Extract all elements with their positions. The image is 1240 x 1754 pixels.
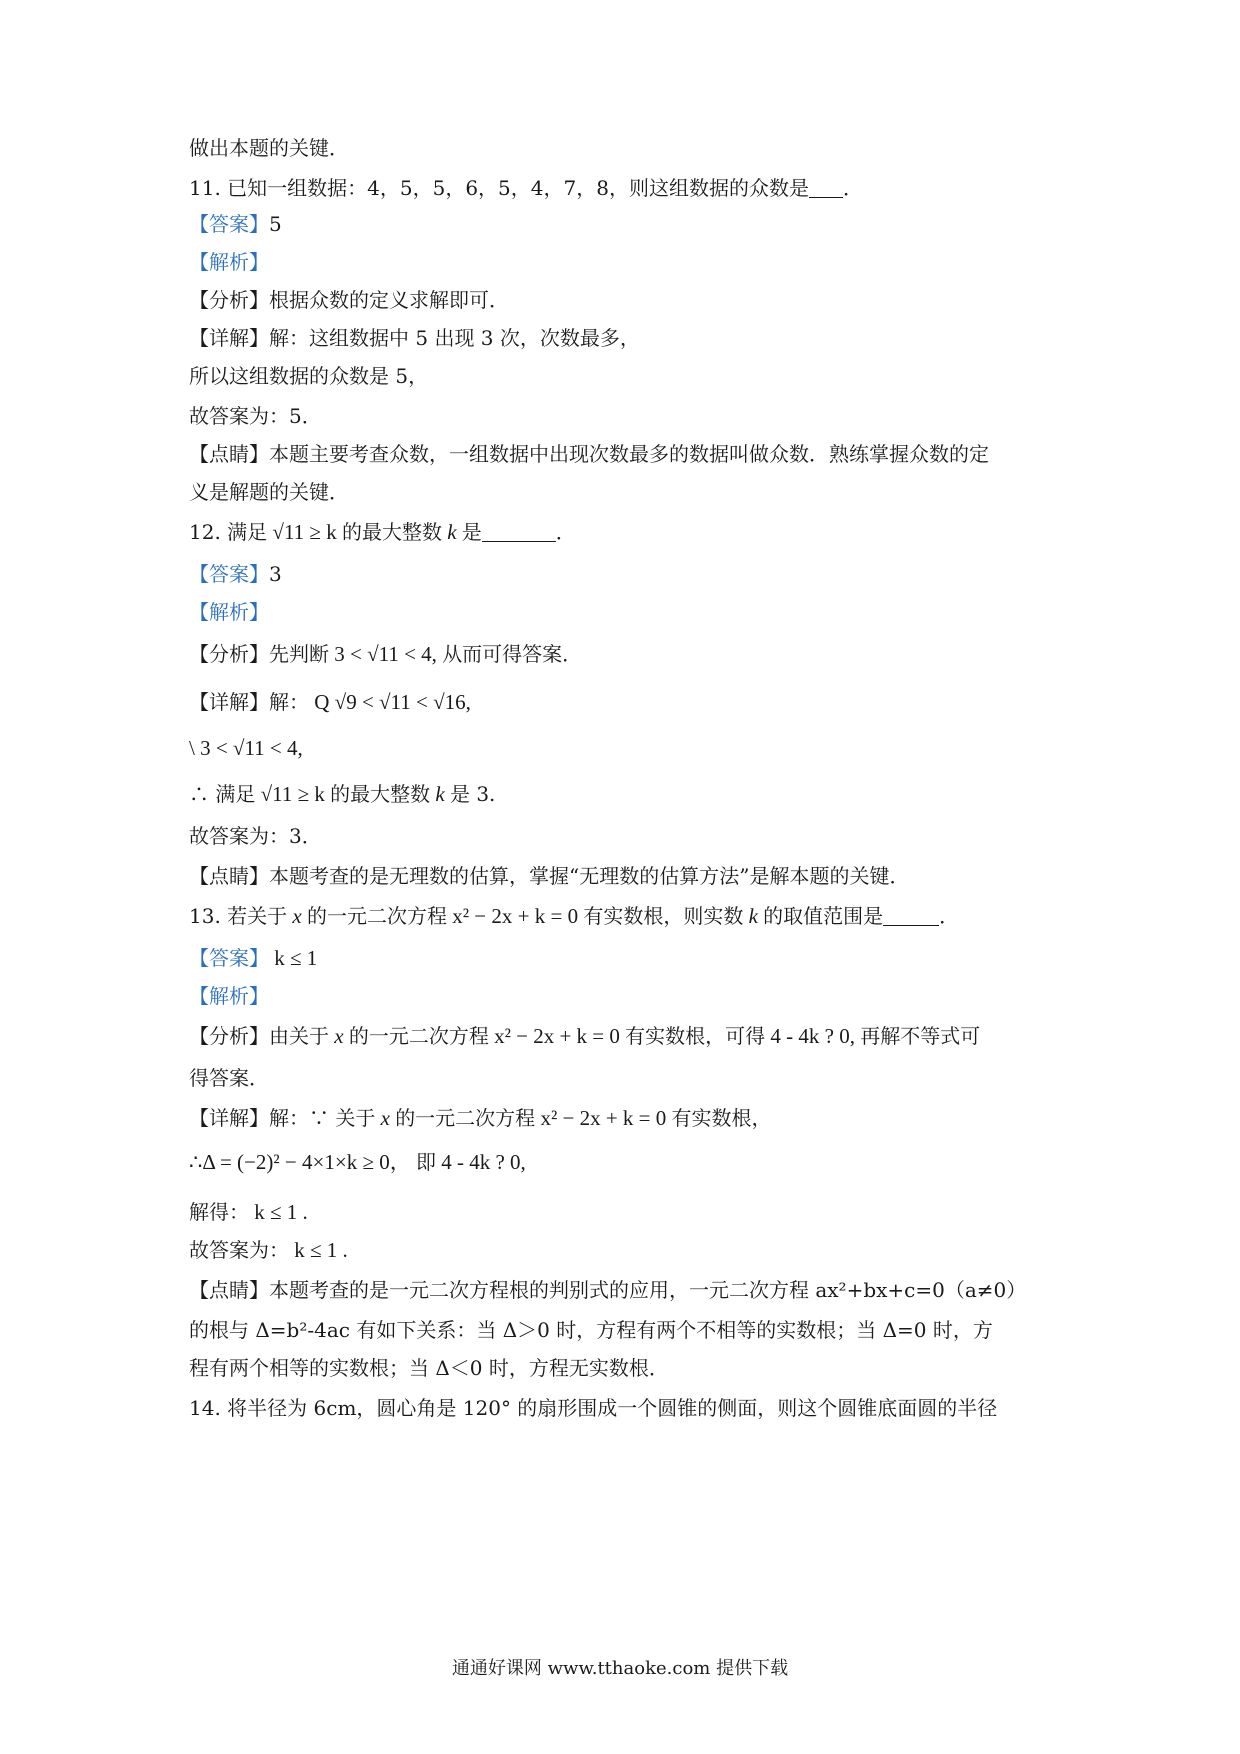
text-run: 是	[461, 520, 482, 544]
text-run: 的根与 Δ=b²-4ac 有如下关系：当 Δ＞0 时，方程有两个不相等的实数根；当 Δ=0 时，方	[189, 1318, 993, 1342]
text-run: ∴ 满足	[189, 782, 256, 806]
text-run: 故答案为：3．	[189, 824, 322, 848]
math-expression: √11 ≥ k	[267, 520, 342, 544]
section-tag: 【点睛】	[189, 1278, 269, 1302]
math-expression: k ≤ 1	[269, 946, 318, 970]
math-expression: x	[287, 904, 307, 928]
math-expression: 4 - 4k ? 0,	[765, 1024, 861, 1048]
text-line	[189, 1104, 772, 1132]
math-expression: x	[329, 1024, 349, 1048]
text-line	[189, 688, 471, 716]
text-line	[189, 560, 282, 588]
text-run: 程有两个相等的实数根；当 Δ＜0 时，方程无实数根．	[189, 1356, 669, 1380]
text-line	[189, 734, 303, 762]
math-expression: 3 < √11 < 4,	[329, 642, 443, 666]
text-run: 12. 满足	[189, 520, 268, 544]
text-line	[189, 478, 349, 506]
text-run: 即	[415, 1150, 436, 1174]
section-tag: 【点睛】	[189, 442, 269, 466]
text-line	[189, 1064, 269, 1092]
text-line	[189, 324, 640, 352]
text-run: 本题考查的是一元二次方程根的判别式的应用，一元二次方程 ax²+bx+c=0（a≠0）	[269, 1278, 1027, 1302]
text-line	[189, 362, 428, 390]
text-line	[189, 944, 317, 972]
text-run: 所以这组数据的众数是 5，	[189, 364, 429, 388]
text-run: 义是解题的关键．	[189, 480, 349, 504]
text-run: 解：这组数据中 5 出现 3 次，次数最多，	[269, 326, 640, 350]
text-line	[189, 210, 282, 238]
text-run: 14. 将半径为 6cm，圆心角是 120° 的扇形围成一个圆锥的侧面，则这个圆锥底面圆的半径	[189, 1396, 998, 1420]
text-run: 的一元二次方程	[307, 904, 447, 928]
math-expression: x² − 2x + k = 0	[447, 904, 584, 928]
math-expression: 4 - 4k ? 0,	[435, 1150, 526, 1174]
text-line	[189, 780, 495, 808]
section-tag: 【解析】	[189, 250, 269, 274]
text-line	[189, 822, 322, 850]
text-line	[189, 1394, 997, 1422]
math-expression: k ≤ 1 .	[289, 1238, 348, 1262]
text-line	[189, 1236, 348, 1264]
text-line	[189, 862, 909, 890]
text-line	[189, 134, 349, 162]
answer-blank	[883, 907, 939, 926]
text-run: 的一元二次方程	[395, 1106, 536, 1130]
text-run: 故答案为：	[189, 1238, 289, 1262]
text-line	[189, 1354, 669, 1382]
text-run: 做出本题的关键．	[189, 136, 349, 160]
text-run: ．	[842, 176, 863, 200]
text-line	[189, 286, 509, 314]
text-run: 解得：	[189, 1200, 249, 1224]
text-run: 有实数根，	[671, 1106, 772, 1130]
text-line	[189, 1148, 526, 1176]
text-line	[189, 598, 269, 626]
section-tag: 【解析】	[189, 600, 269, 624]
text-run: 本题主要考查众数，一组数据中出现次数最多的数据叫做众数．熟练掌握众数的定	[269, 442, 989, 466]
text-run: 得答案．	[189, 1066, 269, 1090]
text-line	[189, 982, 269, 1010]
text-run: 的最大整数	[330, 782, 431, 806]
text-line	[189, 518, 576, 546]
math-expression: x² − 2x + k = 0	[535, 1106, 672, 1130]
text-line	[189, 248, 269, 276]
text-line	[189, 902, 959, 930]
section-tag: 【解析】	[189, 984, 269, 1008]
section-tag: 【答案】	[189, 562, 269, 586]
math-expression: k	[743, 904, 764, 928]
text-run: 的取值范围是	[763, 904, 884, 928]
section-tag: 【答案】	[189, 946, 269, 970]
text-run: 有实数根，则实数	[583, 904, 744, 928]
text-line	[189, 402, 322, 430]
text-run: 是 3.	[449, 782, 496, 806]
math-expression: \ 3 < √11 < 4,	[189, 736, 303, 760]
section-tag: 【答案】	[189, 212, 269, 236]
text-run: 解：∵ 关于	[269, 1106, 376, 1130]
text-run: ．	[939, 904, 960, 928]
section-tag: 【点睛】	[189, 864, 269, 888]
section-tag: 【分析】	[189, 288, 269, 312]
text-run: 的一元二次方程	[348, 1024, 489, 1048]
text-run: 13. 若关于	[189, 904, 288, 928]
text-line	[189, 1022, 980, 1050]
math-expression: k	[430, 782, 450, 806]
answer-blank	[809, 179, 843, 198]
section-tag: 【详解】	[189, 690, 269, 714]
text-run: 再解不等式可	[860, 1024, 981, 1048]
math-expression: x² − 2x + k = 0	[488, 1024, 626, 1048]
text-run: 根据众数的定义求解即可．	[269, 288, 509, 312]
math-expression: Q √9 < √11 < √16,	[309, 690, 471, 714]
text-run: 从而可得答案．	[442, 642, 583, 666]
text-line	[189, 1316, 993, 1344]
text-run: 故答案为：5．	[189, 404, 322, 428]
text-line	[189, 440, 989, 468]
section-tag: 【分析】	[189, 1024, 269, 1048]
text-run: 3	[269, 562, 282, 586]
text-line	[189, 1198, 308, 1226]
section-tag: 【详解】	[189, 326, 269, 350]
text-run: 11. 已知一组数据：4，5，5，6，5，4，7，8，则这组数据的众数是	[189, 176, 809, 200]
text-run: ．	[555, 520, 576, 544]
text-run: 先判断	[269, 642, 329, 666]
text-line	[189, 174, 863, 202]
text-run: 解：	[269, 690, 309, 714]
math-expression: ∴Δ = (−2)² − 4×1×k ≥ 0，	[189, 1150, 416, 1174]
text-line	[189, 1276, 1026, 1304]
section-tag: 【详解】	[189, 1106, 269, 1130]
section-tag: 【分析】	[189, 642, 269, 666]
math-expression: k	[441, 520, 462, 544]
text-run: 5	[269, 212, 282, 236]
text-run: 的最大整数	[341, 520, 442, 544]
math-expression: k ≤ 1 .	[249, 1200, 308, 1224]
text-run: 有实数根，可得	[625, 1024, 766, 1048]
text-run: 本题考查的是无理数的估算，掌握“无理数的估算方法”是解本题的关键．	[269, 864, 910, 888]
math-expression: √11 ≥ k	[255, 782, 331, 806]
math-expression: x	[375, 1106, 396, 1130]
page-footer: 通通好课网 www.tthaoke.com 提供下载	[451, 1658, 789, 1679]
text-run: 由关于	[269, 1024, 329, 1048]
text-line	[189, 640, 582, 668]
answer-blank	[482, 523, 556, 542]
